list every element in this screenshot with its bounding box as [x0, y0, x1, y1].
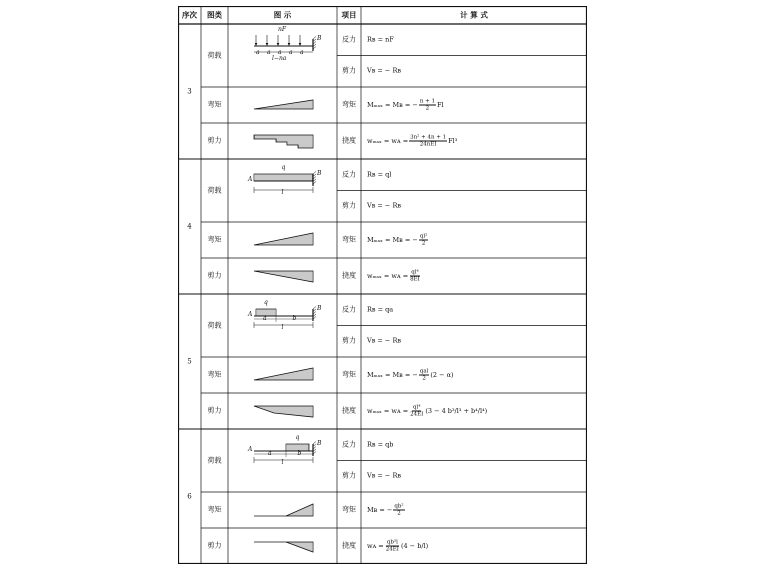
distributed-load-label: q	[264, 299, 268, 306]
spacing-label: a	[300, 49, 304, 56]
item-label: 挠度	[342, 136, 356, 145]
load-diagram	[254, 172, 316, 194]
header-seq: 序次	[182, 10, 197, 20]
group-number: 5	[187, 357, 192, 365]
fraction-denominator: 2	[397, 510, 401, 517]
span-label: l−na	[272, 55, 287, 62]
header-formula: 计 算 式	[460, 10, 488, 20]
formula-fraction	[409, 135, 447, 148]
header-item: 项目	[341, 10, 357, 20]
item-label: 反力	[342, 35, 356, 44]
moment-diagram	[286, 504, 313, 516]
load-diagram	[254, 442, 316, 464]
diagram-type-label: 荷载	[207, 186, 222, 194]
fraction-numerator: n + 1	[419, 98, 435, 105]
item-label: 反力	[342, 305, 356, 314]
diagram-type-label: 弯矩	[207, 505, 222, 514]
diagram-type-label: 荷载	[207, 456, 222, 464]
shear-diagram	[254, 135, 313, 148]
support-label-b: B	[317, 170, 322, 177]
diagram-type-label: 剪力	[207, 136, 222, 145]
segment-b-label: b	[292, 315, 297, 322]
diagram-type-label: 剪力	[207, 541, 222, 550]
formula-fraction	[393, 504, 404, 517]
beam-formula-table	[178, 6, 587, 564]
distributed-load-label: q	[295, 434, 300, 441]
formula: Vʙ = − Rʙ	[367, 66, 401, 75]
fraction-denominator: 8EI	[410, 276, 420, 283]
header-type: 图类	[207, 10, 222, 20]
diagram-type-label: 弯矩	[207, 370, 222, 379]
formula-fraction	[419, 234, 429, 247]
formula	[367, 234, 429, 247]
diagram-type-label: 荷载	[207, 51, 222, 59]
item-label: 剪力	[342, 201, 356, 210]
spacing-label: a	[267, 49, 271, 56]
span-label: l	[281, 324, 284, 331]
fraction-denominator: 2	[422, 375, 426, 382]
support-label-a: A	[248, 176, 253, 183]
formula-fraction	[409, 270, 421, 283]
load-diagram	[254, 35, 316, 52]
formula-lhs: Mₘₐₓ = Mʙ = −	[367, 101, 418, 109]
formula: Rʙ = ql	[367, 170, 392, 179]
formula: Vʙ = − Rʙ	[367, 201, 401, 210]
fraction-denominator: 2	[425, 105, 430, 112]
fraction-denominator: 2	[421, 240, 426, 247]
formula-rhs: (4 − b/l)	[400, 542, 429, 550]
moment-diagram	[254, 233, 313, 245]
formula-rhs: (3 − 4 b³/l³ + b⁴/l⁴)	[425, 407, 488, 415]
fraction-numerator: qal	[419, 368, 429, 375]
support-label-b: B	[317, 440, 322, 447]
item-label: 弯矩	[342, 505, 356, 514]
formula-fraction	[419, 369, 430, 382]
item-label: 剪力	[342, 336, 356, 345]
item-label: 弯矩	[342, 235, 356, 244]
spacing-label: a	[278, 49, 282, 56]
fraction-denominator: 24EI	[385, 546, 399, 553]
formula	[367, 405, 487, 418]
support-label-b: B	[317, 35, 322, 42]
formula: Rʙ = qb	[367, 440, 394, 449]
fraction-numerator: qb²	[394, 503, 404, 510]
formula-fraction	[385, 540, 400, 553]
diagram-type-label: 弯矩	[207, 235, 222, 244]
diagram-type-label: 剪力	[207, 406, 222, 415]
group-number: 4	[187, 222, 192, 230]
formula	[367, 135, 457, 148]
formula	[367, 504, 406, 517]
shear-diagram	[254, 406, 313, 417]
formula	[367, 540, 428, 553]
moment-diagram	[254, 100, 313, 109]
spacing-label: a	[256, 49, 260, 56]
formula: Vʙ = − Rʙ	[367, 471, 401, 480]
fraction-numerator: ql²	[419, 233, 428, 240]
spacing-label: a	[289, 49, 293, 56]
header-diagram: 图 示	[273, 10, 292, 20]
segment-a-label: a	[268, 450, 272, 457]
item-label: 反力	[342, 440, 356, 449]
diagram-type-label: 剪力	[207, 271, 222, 280]
shear-diagram	[254, 271, 313, 282]
fraction-numerator: ql⁴	[412, 404, 421, 411]
item-label: 弯矩	[342, 370, 356, 379]
shear-diagram	[286, 542, 313, 552]
span-label: l	[281, 189, 284, 196]
fraction-numerator: 3n² + 4n + 1	[410, 134, 447, 141]
support-label-a: A	[248, 311, 253, 318]
group-number: 3	[187, 87, 192, 95]
load-label: nF	[278, 26, 287, 33]
item-label: 挠度	[342, 271, 356, 280]
span-label: l	[281, 459, 284, 466]
diagram-type-label: 荷载	[207, 321, 222, 329]
formula-lhs: Mₘₐₓ = Mʙ = −	[367, 236, 418, 244]
formula-lhs: wₘₐₓ = wᴀ =	[367, 407, 409, 415]
segment-a-label: a	[263, 315, 267, 322]
formula: Vʙ = − Rʙ	[367, 336, 401, 345]
fraction-numerator: ql⁴	[411, 269, 419, 276]
segment-b-label: b	[297, 450, 302, 457]
group-number: 6	[187, 492, 192, 500]
item-label: 挠度	[342, 541, 356, 550]
formula-rhs: (2 − α)	[430, 371, 454, 379]
formula-lhs: wₘₐₓ = wᴀ =	[367, 137, 409, 145]
support-label-a: A	[248, 446, 253, 453]
formula-rhs: Fl³	[448, 137, 458, 145]
formula-fraction	[409, 405, 424, 418]
formula: Rʙ = nF	[367, 35, 394, 44]
formula-lhs: wᴀ =	[367, 542, 384, 550]
item-label: 反力	[342, 170, 356, 179]
formula-lhs: wₘₐₓ = wᴀ =	[367, 272, 409, 280]
formula: Rʙ = qa	[367, 305, 394, 314]
formula-lhs: Mʙ = −	[367, 506, 393, 514]
formula-lhs: Mₘₐₓ = Mʙ = −	[367, 371, 418, 379]
formula	[367, 270, 422, 283]
formula-rhs: Fl	[436, 101, 444, 109]
item-label: 剪力	[342, 66, 356, 75]
item-label: 挠度	[342, 406, 356, 415]
formula-fraction	[419, 99, 436, 112]
fraction-denominator: 24EI	[410, 411, 424, 418]
support-label-b: B	[317, 305, 322, 312]
formula	[367, 99, 444, 112]
fraction-denominator: 24nEI	[419, 141, 437, 148]
diagram-type-label: 弯矩	[207, 100, 222, 109]
item-label: 弯矩	[342, 100, 356, 109]
formula	[367, 369, 454, 382]
item-label: 剪力	[342, 471, 356, 480]
moment-diagram	[254, 368, 313, 380]
distributed-load-label: q	[281, 164, 286, 171]
fraction-numerator: qb³l	[386, 539, 398, 546]
